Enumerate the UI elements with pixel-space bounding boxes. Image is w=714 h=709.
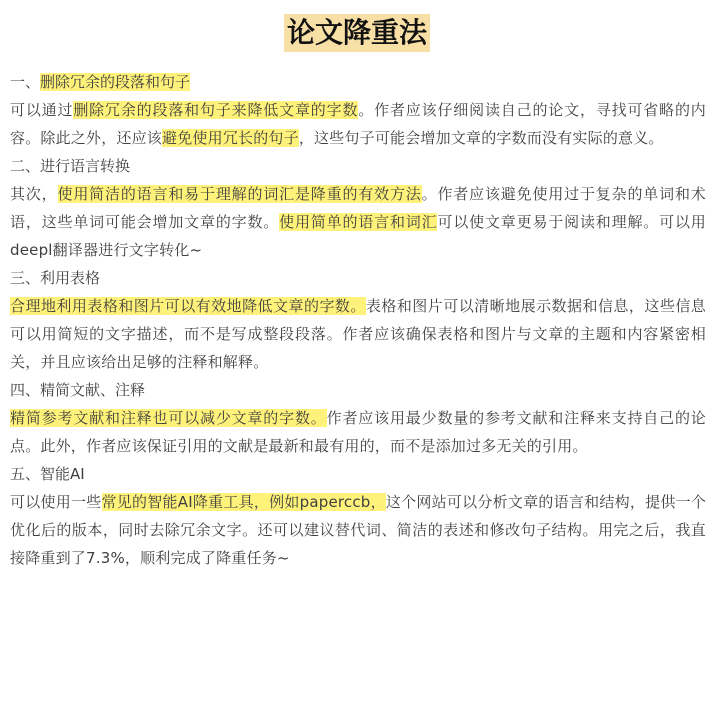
section-language-conversion [10,152,706,264]
section-paragraph [10,488,706,572]
heading-number: 一、 [10,73,41,91]
highlighted-text: 删除冗余的段落和句子来降低文章的字数 [73,101,359,119]
body-text: 其次， [10,185,58,203]
body-text: 可以使文章更易于阅读和理解。可以用deepl翻译器进行文字转化~ [10,213,706,259]
heading-text: 精简文献、注释 [40,381,146,399]
section-use-tables [10,264,706,376]
heading-text: 智能AI [40,465,85,483]
body-text: 可以使用一些 [10,493,102,511]
heading-number: 三、 [10,269,41,287]
section-heading [10,264,706,292]
section-paragraph [10,404,706,460]
body-text: 作者应该用最少数量的参考文献和注释来支持自己的论点。此外，作者应该保证引用的文献是最新和最有用的，而不是添加过多无关的引用。 [10,409,706,455]
section-paragraph [10,292,706,376]
article-title: 论文降重法 [284,14,430,52]
highlighted-text: 使用简洁的语言和易于理解的词汇是降重的有效方法 [57,185,422,203]
body-text: 表格和图片可以清晰地展示数据和信息，这些信息可以用简短的文字描述，而不是写成整段段落。作者应该确保表格和图片与文章的主题和内容紧密相关，并且应该给出足够的注释和解释。 [10,297,706,371]
heading-text: 进行语言转换 [40,157,131,175]
highlighted-text: 合理地利用表格和图片可以有效地降低文章的字数。 [10,297,366,315]
article-body [10,68,706,572]
section-smart-ai [10,460,706,572]
heading-text: 利用表格 [40,269,101,287]
highlighted-text: 避免使用冗长的句子 [162,129,299,147]
highlighted-text: 精简参考文献和注释也可以减少文章的字数。 [10,409,327,427]
heading-number: 二、 [10,157,41,175]
section-heading [10,460,706,488]
highlighted-text: 常见的智能AI降重工具，例如paperccb， [101,493,386,511]
body-text: ，这些句子可能会增加文章的字数而没有实际的意义。 [298,129,664,147]
body-text: 可以通过 [10,101,74,119]
section-paragraph [10,96,706,152]
body-text: 这个网站可以分析文章的语言和结构，提供一个优化后的版本，同时去除冗余文字。还可以建议替代词、简洁的表述和修改句子结构。用完之后，我直接降重到了7.3%，顺利完成了降重任务~ [10,493,707,567]
section-heading [10,68,706,96]
body-text: 。作者应该避免使用过于复杂的单词和术语，这些单词可能会增加文章的字数。 [10,185,706,231]
heading-text: 删除冗余的段落和句子 [40,73,191,91]
section-heading [10,376,706,404]
section-paragraph [10,180,706,264]
section-heading [10,152,706,180]
heading-number: 四、 [10,381,41,399]
title-container [0,0,714,62]
body-text: 。作者应该仔细阅读自己的论文，寻找可省略的内容。除此之外，还应该 [10,101,706,147]
heading-number: 五、 [10,465,41,483]
highlighted-text: 使用简单的语言和词汇 [279,213,438,231]
section-delete-redundancy [10,68,706,152]
section-streamline-references [10,376,706,460]
